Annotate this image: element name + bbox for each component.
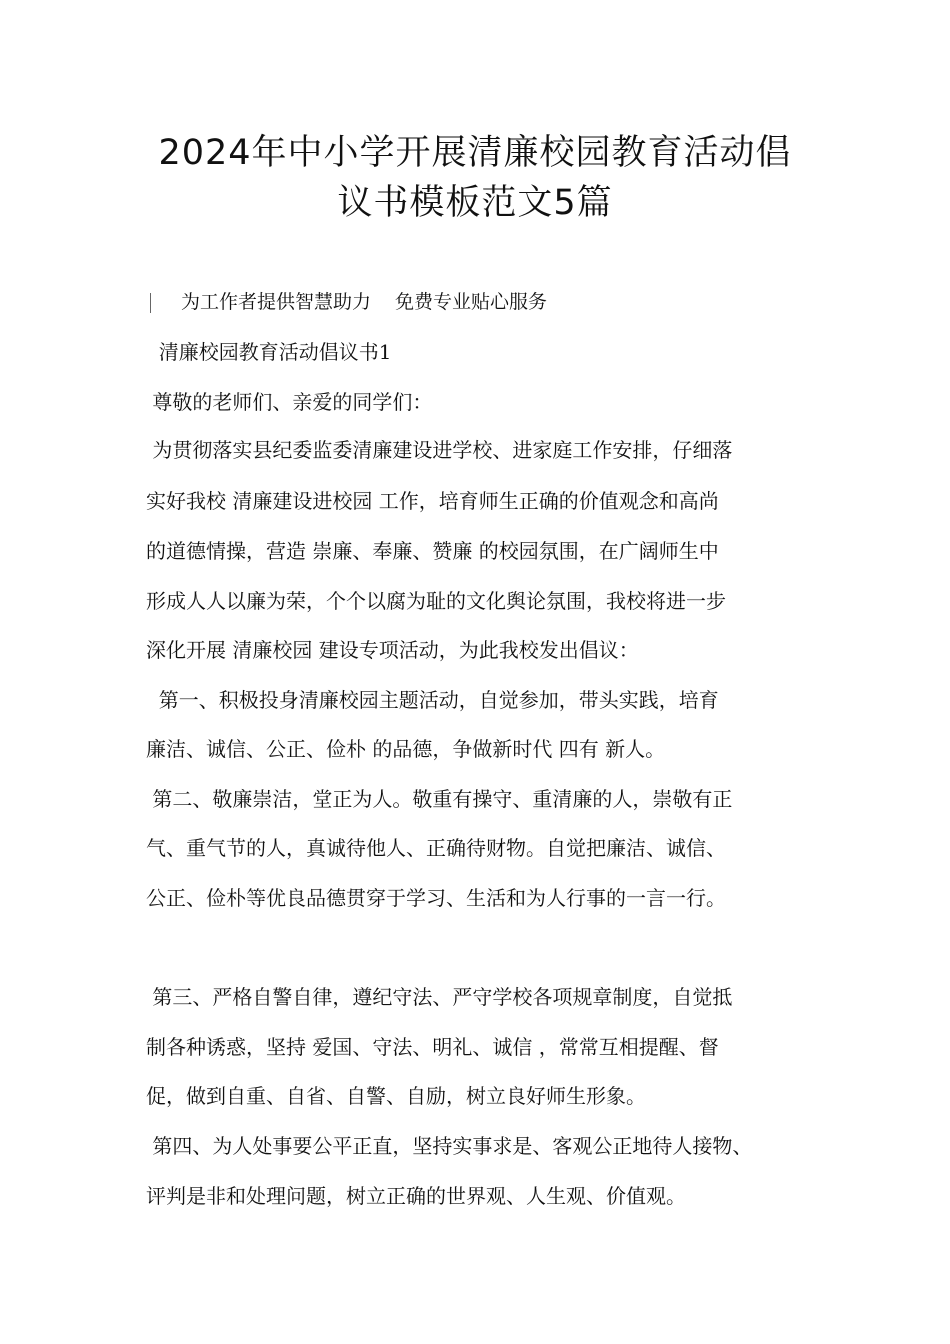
body-line-6: 形成人人以廉为荣，个个以腐为耻的文化舆论氛围，我校将进一步	[146, 589, 726, 613]
body-line-8: 第一、积极投身清廉校园主题活动，自觉参加，带头实践，培育	[146, 688, 719, 712]
body-line-7: 深化开展 清廉校园 建设专项活动，为此我校发出倡议：	[146, 638, 639, 662]
body-line-9: 廉洁、诚信、公正、俭朴 的品德，争做新时代 四有 新人。	[146, 737, 666, 761]
body-line-10: 第二、敬廉崇洁，堂正为人。敬重有操守、重清廉的人，崇敬有正	[146, 787, 733, 811]
body-line-16: 第四、为人处事要公平正直，坚持实事求是、客观公正地待人接物、	[146, 1134, 753, 1158]
tagline	[150, 287, 547, 314]
body-line-14: 制各种诱惑，坚持 爱国、守法、明礼、诚信 ，常常互相提醒、督	[146, 1035, 719, 1059]
body-line-4: 实好我校 清廉建设进校园 工作，培育师生正确的价值观念和高尚	[146, 489, 719, 513]
tagline-left: 为工作者提供智慧助力	[181, 291, 372, 313]
document-title-line-1: 2024年中小学开展清廉校园教育活动倡	[158, 133, 792, 173]
body-line-11: 气、重气节的人，真诚待他人、正确待财物。自觉把廉洁、诚信、	[146, 836, 726, 860]
body-line-13: 第三、严格自警自律，遵纪守法、严守学校各项规章制度，自觉抵	[146, 985, 733, 1009]
body-line-5: 的道德情操，营造 崇廉、奉廉、赞廉 的校园氛围，在广阔师生中	[146, 539, 719, 563]
body-line-1: 清廉校园教育活动倡议书1	[146, 340, 392, 364]
body-line-2: 尊敬的老师们、亲爱的同学们：	[146, 390, 433, 414]
body-line-12: 公正、俭朴等优良品德贯穿于学习、生活和为人行事的一言一行。	[146, 886, 726, 910]
document-title-line-2: 议书模板范文5篇	[337, 183, 613, 223]
body-line-17: 评判是非和处理问题，树立正确的世界观、人生观、价值观。	[146, 1184, 686, 1208]
body-line-3: 为贯彻落实县纪委监委清廉建设进学校、进家庭工作安排，仔细落	[146, 438, 733, 462]
divider-bar	[150, 293, 151, 313]
body-line-15: 促，做到自重、自省、自警、自励，树立良好师生形象。	[146, 1084, 646, 1108]
tagline-right: 免费专业贴心服务	[395, 291, 548, 313]
